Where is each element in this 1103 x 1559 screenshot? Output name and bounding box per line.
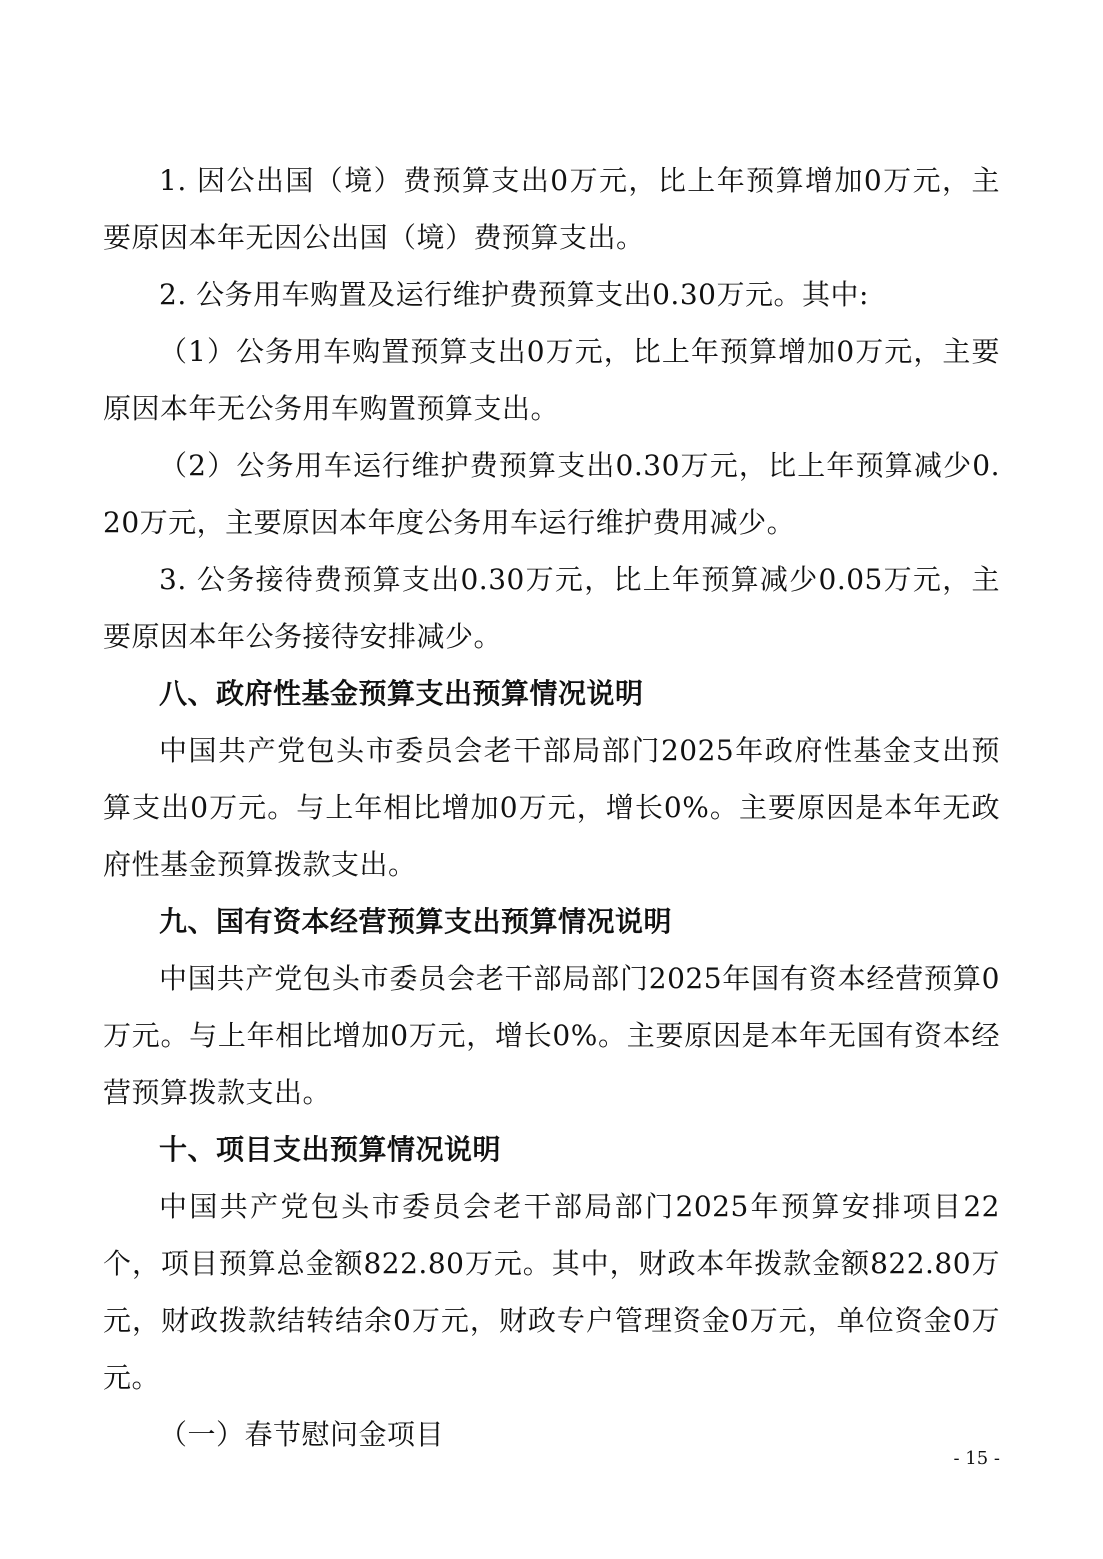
paragraph-project-expenditure: 中国共产党包头市委员会老干部局部门2025年预算安排项目22个，项目预算总金额822.80万元。其中，财政本年拨款金额822.80万元，财政拨款结转结余0万元，财政专户管理资金0万元，单位资金0万元。 xyxy=(103,1190,1000,1394)
paragraph-government-fund: 中国共产党包头市委员会老干部局部门2025年政府性基金支出预算支出0万元。与上年相比增加0万元，增长0%。主要原因是本年无政府性基金预算拨款支出。 xyxy=(103,734,1000,881)
paragraph-vehicle-purchase: （1）公务用车购置预算支出0万元，比上年预算增加0万元，主要原因本年无公务用车购置预算支出。 xyxy=(103,335,1000,425)
paragraph-vehicle-total: 2. 公务用车购置及运行维护费预算支出0.30万元。其中: xyxy=(159,278,869,311)
paragraph-reception: 3. 公务接待费预算支出0.30万元，比上年预算减少0.05万元，主要原因本年公务接待安排减少。 xyxy=(103,563,1000,653)
paragraph-state-capital: 中国共产党包头市委员会老干部局部门2025年国有资本经营预算0万元。与上年相比增加0万元，增长0%。主要原因是本年无国有资本经营预算拨款支出。 xyxy=(103,962,1000,1109)
subheading-spring-festival-project: （一）春节慰问金项目 xyxy=(159,1418,445,1451)
document-body xyxy=(103,152,1000,1463)
page-number: - 15 - xyxy=(953,1448,1000,1469)
paragraph-vehicle-maintenance: （2）公务用车运行维护费预算支出0.30万元，比上年预算减少0.20万元，主要原因本年度公务用车运行维护费用减少。 xyxy=(103,449,1000,539)
paragraph-outbound-travel: 1. 因公出国（境）费预算支出0万元，比上年预算增加0万元，主要原因本年无因公出国（境）费预算支出。 xyxy=(103,164,1000,254)
section-heading-government-fund: 八、政府性基金预算支出预算情况说明 xyxy=(159,677,644,710)
section-heading-state-capital: 九、国有资本经营预算支出预算情况说明 xyxy=(159,905,673,938)
section-heading-project-expenditure: 十、项目支出预算情况说明 xyxy=(159,1133,502,1166)
